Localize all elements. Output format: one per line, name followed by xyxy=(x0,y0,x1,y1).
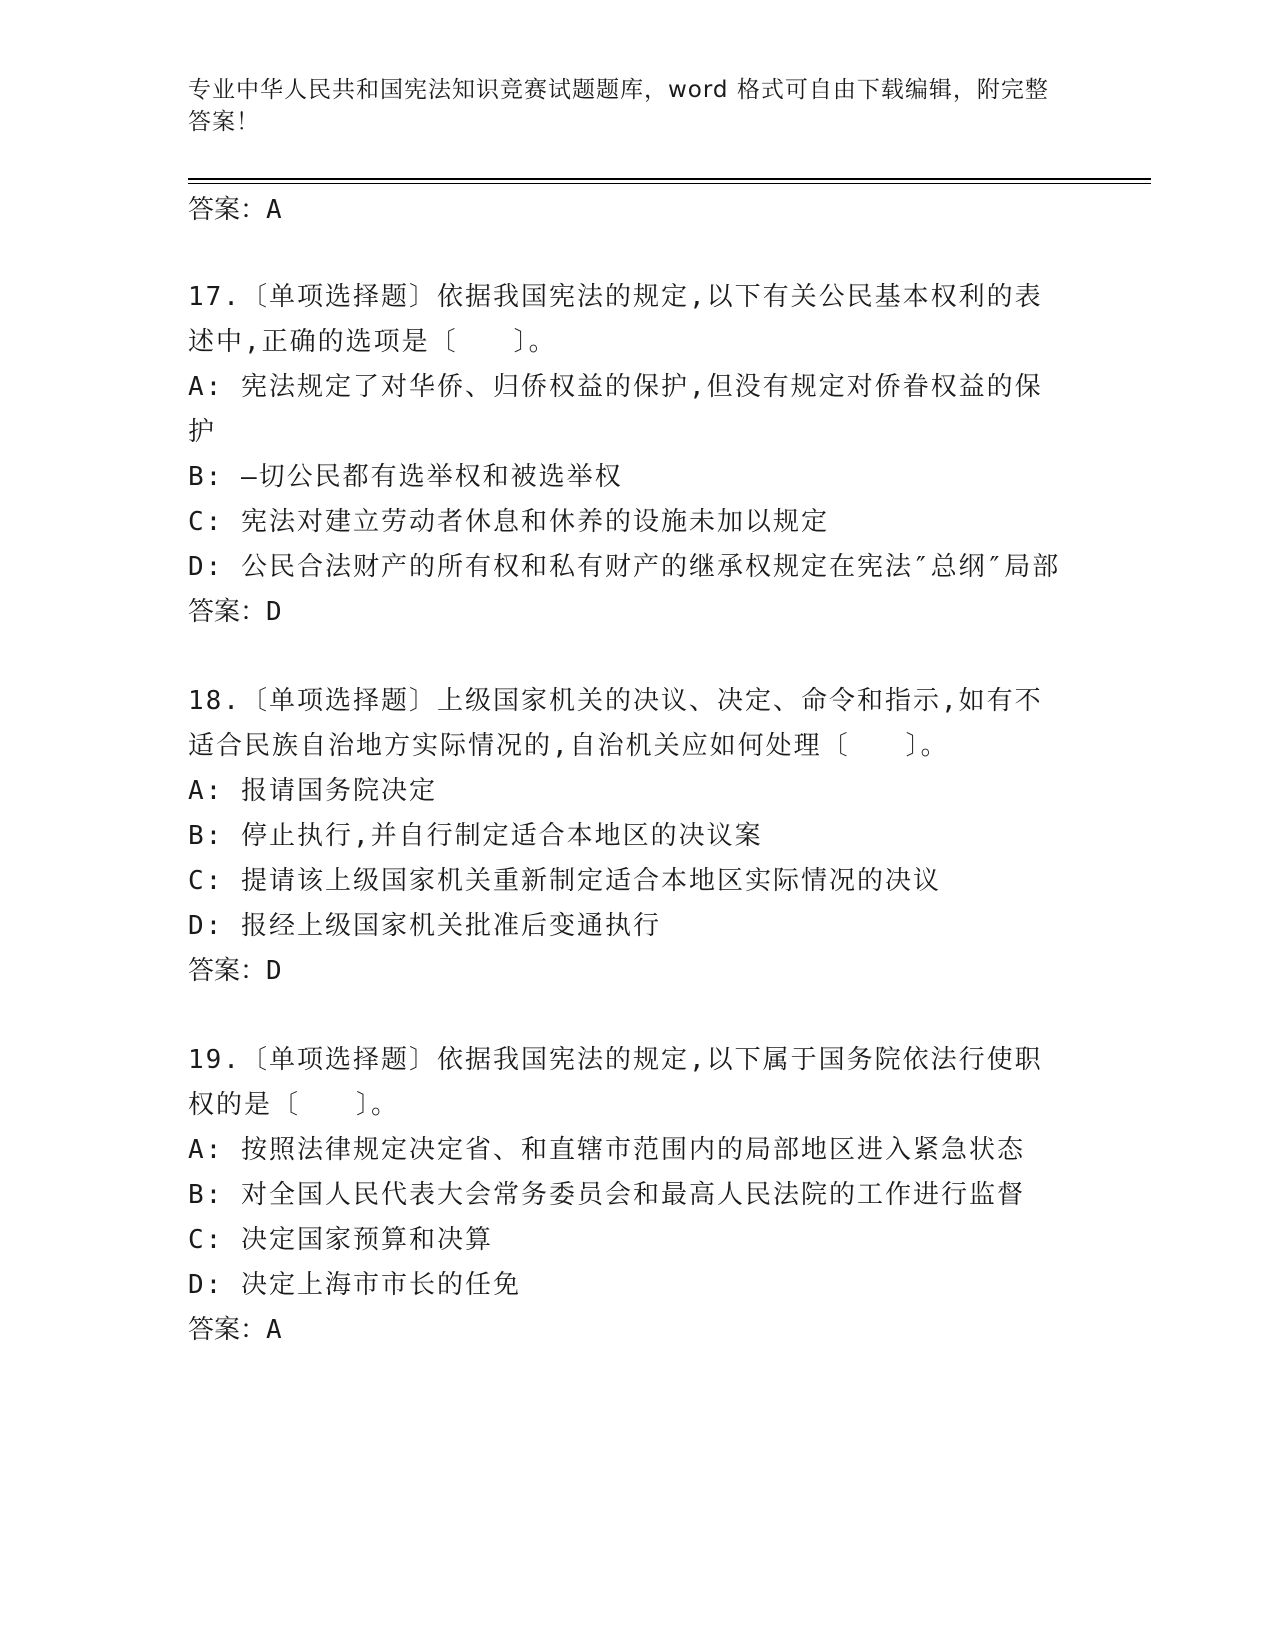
option-text: 报请国务院决定 xyxy=(240,776,437,806)
answer-label: 答案： xyxy=(188,195,267,225)
option-text: —切公民都有选举权和被选举权 xyxy=(240,462,623,492)
option-a xyxy=(188,1128,1088,1173)
spacer xyxy=(188,232,1088,275)
question-18 xyxy=(188,679,1088,993)
answer-value: D xyxy=(266,956,282,986)
answer-value: D xyxy=(266,597,282,627)
option-key: B: xyxy=(188,462,224,492)
option-a xyxy=(188,769,1088,814)
option-key: D: xyxy=(188,552,224,582)
option-text: 报经上级国家机关批准后变通执行 xyxy=(240,911,661,941)
option-text: 对全国人民代表大会常务委员会和最高人民法院的工作进行监督 xyxy=(240,1180,1025,1210)
question-text: 〔单项选择题〕依据我国宪法的规定,以下属于国务院依法行使职权的是〔 〕。 xyxy=(188,1045,1043,1120)
question-text: 〔单项选择题〕依据我国宪法的规定,以下有关公民基本权利的表述中,正确的选项是〔 〕。 xyxy=(188,282,1043,357)
option-key: D: xyxy=(188,1270,224,1300)
previous-answer xyxy=(188,188,1088,232)
option-text: 公民合法财产的所有权和私有财产的继承权规定在宪法″总纲″局部 xyxy=(240,552,1061,582)
question-17 xyxy=(188,275,1088,634)
question-stem xyxy=(188,1038,1068,1128)
question-number: 19. xyxy=(188,1045,241,1075)
option-b xyxy=(188,814,1088,859)
option-c xyxy=(188,500,1088,545)
option-text: 提请该上级国家机关重新制定适合本地区实际情况的决议 xyxy=(240,866,941,896)
option-key: B: xyxy=(188,1180,224,1210)
option-d xyxy=(188,1263,1088,1308)
question-answer xyxy=(188,949,1088,993)
question-answer xyxy=(188,590,1088,634)
option-key: C: xyxy=(188,1225,224,1255)
answer-label: 答案： xyxy=(188,597,267,627)
option-text: 决定上海市市长的任免 xyxy=(240,1270,521,1300)
option-c xyxy=(188,1218,1088,1263)
option-key: B: xyxy=(188,821,224,851)
option-d xyxy=(188,545,1068,590)
header-rule-thick xyxy=(188,178,1151,180)
option-key: D: xyxy=(188,911,224,941)
document-body xyxy=(188,188,1088,1352)
option-key: A: xyxy=(188,776,224,806)
option-text: 宪法对建立劳动者休息和休养的设施未加以规定 xyxy=(240,507,829,537)
option-d xyxy=(188,904,1088,949)
question-stem xyxy=(188,679,1068,769)
option-key: A: xyxy=(188,1135,224,1165)
answer-value: A xyxy=(266,1315,282,1345)
option-b xyxy=(188,1173,1088,1218)
question-number: 17. xyxy=(188,282,241,312)
spacer xyxy=(188,634,1088,679)
option-text: 决定国家预算和决算 xyxy=(240,1225,493,1255)
question-number: 18. xyxy=(188,686,241,716)
option-key: A: xyxy=(188,372,224,402)
option-c xyxy=(188,859,1088,904)
option-key: C: xyxy=(188,507,224,537)
option-text: 宪法规定了对华侨、归侨权益的保护,但没有规定对侨眷权益的保护 xyxy=(188,372,1043,447)
question-text: 〔单项选择题〕上级国家机关的决议、决定、命令和指示,如有不适合民族自治地方实际情况的,自治机关应如何处理〔 〕。 xyxy=(188,686,1043,761)
spacer xyxy=(188,993,1088,1038)
question-answer xyxy=(188,1308,1088,1352)
answer-label: 答案： xyxy=(188,956,267,986)
option-text: 按照法律规定决定省、和直辖市范围内的局部地区进入紧急状态 xyxy=(240,1135,1025,1165)
question-19 xyxy=(188,1038,1088,1352)
option-text: 停止执行,并自行制定适合本地区的决议案 xyxy=(240,821,763,851)
answer-label: 答案： xyxy=(188,1315,267,1345)
option-key: C: xyxy=(188,866,224,896)
option-a xyxy=(188,365,1068,455)
header-rule-thin xyxy=(188,183,1151,184)
answer-value: A xyxy=(266,195,282,225)
option-b xyxy=(188,455,1088,500)
page-header-title: 专业中华人民共和国宪法知识竞赛试题题库，word 格式可自由下载编辑，附完整答案！ xyxy=(188,77,1049,135)
question-stem xyxy=(188,275,1068,365)
